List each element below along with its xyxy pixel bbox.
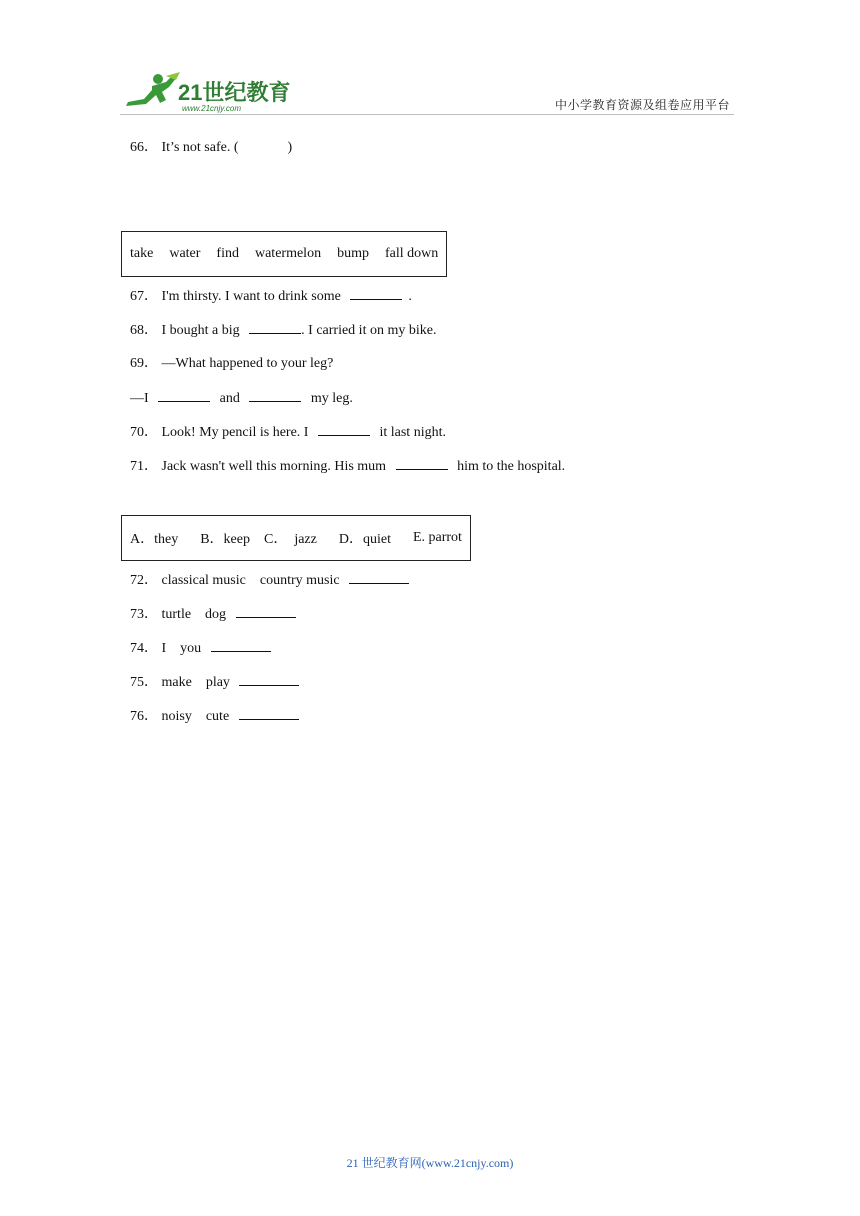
word-bank-item: take bbox=[130, 246, 154, 261]
question-71 bbox=[130, 457, 565, 476]
question-69-answer-line bbox=[130, 389, 353, 408]
question-text: I'm thirsty. I want to drink some bbox=[161, 289, 341, 304]
question-70 bbox=[130, 423, 446, 442]
word-bank-item: find bbox=[216, 246, 239, 261]
question-number: 67． bbox=[130, 289, 158, 304]
question-text: It’s not safe. ( bbox=[161, 140, 239, 155]
question-text: my leg. bbox=[310, 391, 353, 406]
question-text: —I bbox=[130, 391, 149, 406]
question-text: classical music country music bbox=[161, 573, 340, 588]
answer-blank[interactable] bbox=[349, 571, 409, 584]
question-number: 66． bbox=[130, 140, 158, 155]
question-text: it last night. bbox=[379, 425, 446, 440]
question-68 bbox=[130, 321, 436, 340]
question-number: 69． bbox=[130, 356, 158, 371]
question-72 bbox=[130, 571, 415, 590]
option-item: C． jazz bbox=[263, 532, 317, 547]
question-number: 70． bbox=[130, 425, 158, 440]
word-bank-item: water bbox=[169, 246, 201, 261]
word-bank-item: bump bbox=[337, 246, 369, 261]
question-number: 75． bbox=[130, 675, 158, 690]
question-number: 72． bbox=[130, 573, 158, 588]
question-paren-close: ) bbox=[287, 140, 293, 155]
brand-logo bbox=[122, 70, 290, 114]
answer-blank[interactable] bbox=[318, 423, 370, 436]
option-item: B．keep bbox=[200, 532, 250, 547]
word-bank-item: watermelon bbox=[254, 246, 322, 261]
option-item: E. parrot bbox=[412, 530, 462, 545]
question-number: 74． bbox=[130, 641, 158, 656]
question-text: turtle dog bbox=[161, 607, 227, 622]
question-text: I bought a big bbox=[161, 323, 240, 338]
question-75 bbox=[130, 673, 305, 692]
question-text: I you bbox=[161, 641, 202, 656]
question-number: 76． bbox=[130, 709, 158, 724]
question-number: 71． bbox=[130, 459, 158, 474]
question-69 bbox=[130, 355, 333, 373]
answer-blank[interactable] bbox=[249, 389, 301, 402]
answer-blank[interactable] bbox=[396, 457, 448, 470]
question-text: . bbox=[408, 289, 412, 304]
runner-logo-icon bbox=[122, 70, 290, 114]
answer-blank[interactable] bbox=[239, 673, 299, 686]
word-bank-box-1 bbox=[121, 231, 447, 277]
word-bank-item: fall down bbox=[384, 246, 439, 261]
footer-link[interactable]: 21 世纪教育网(www.21cnjy.com) bbox=[346, 1156, 514, 1170]
question-text: Jack wasn't well this morning. His mum bbox=[161, 459, 387, 474]
answer-blank[interactable] bbox=[239, 707, 299, 720]
answer-blank[interactable] bbox=[158, 389, 210, 402]
question-73 bbox=[130, 605, 302, 624]
option-box-2 bbox=[121, 515, 471, 561]
question-text: make play bbox=[161, 675, 230, 690]
answer-blank[interactable] bbox=[211, 639, 271, 652]
question-text: —What happened to your leg? bbox=[161, 356, 334, 371]
question-text: him to the hospital. bbox=[457, 459, 566, 474]
answer-blank[interactable] bbox=[350, 287, 402, 300]
question-text: and bbox=[219, 391, 240, 406]
question-text: Look! My pencil is here. I bbox=[161, 425, 309, 440]
question-number: 68． bbox=[130, 323, 158, 338]
question-text: . I carried it on my bike. bbox=[301, 323, 437, 338]
answer-blank[interactable] bbox=[249, 321, 301, 334]
answer-blank[interactable] bbox=[236, 605, 296, 618]
question-66 bbox=[130, 139, 292, 157]
option-item: D．quiet bbox=[338, 532, 391, 547]
header-platform-text: 中小学教育资源及组卷应用平台 bbox=[554, 98, 730, 112]
question-76 bbox=[130, 707, 305, 726]
logo-wordmark: 21世纪教育 bbox=[178, 80, 290, 105]
question-74 bbox=[130, 639, 277, 658]
question-text: noisy cute bbox=[161, 709, 230, 724]
question-number: 73． bbox=[130, 607, 158, 622]
header-divider bbox=[120, 114, 734, 115]
logo-url: www.21cnjy.com bbox=[182, 104, 241, 113]
question-67 bbox=[130, 287, 412, 306]
option-item: A．they bbox=[130, 532, 179, 547]
